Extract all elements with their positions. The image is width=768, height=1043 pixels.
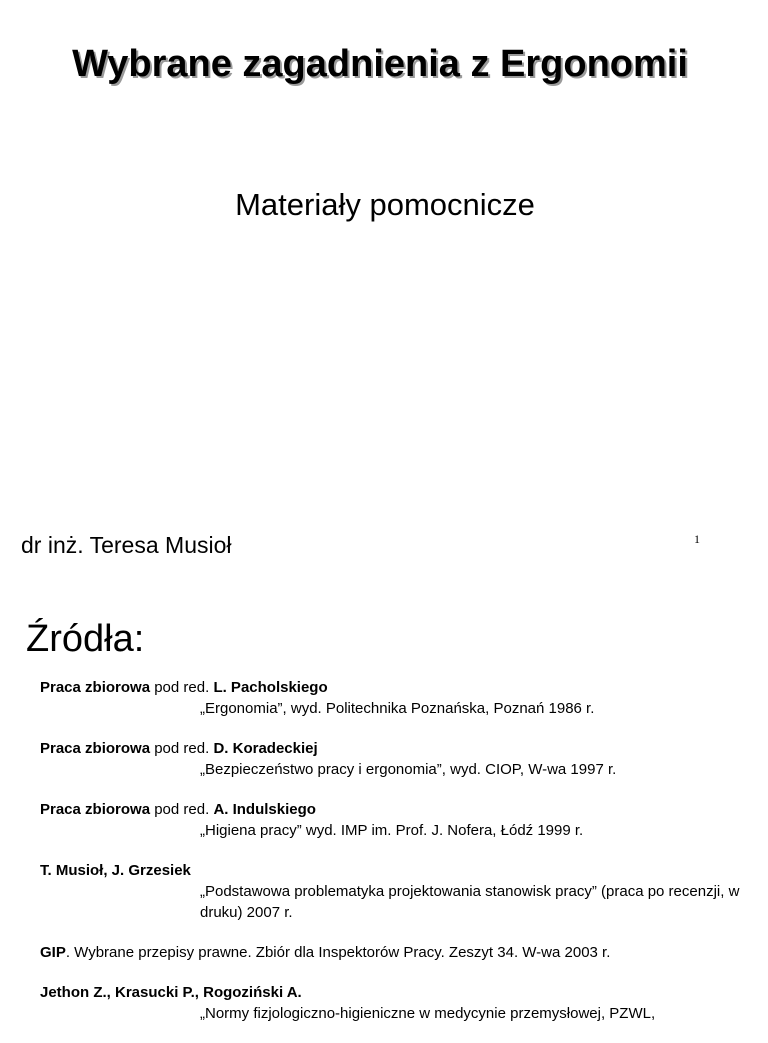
source-detail: „Ergonomia”, wyd. Politechnika Poznańska, Poznań 1986 r. [200, 700, 595, 717]
source-entry [40, 860, 740, 923]
source-author: T. Musioł, J. Grzesiek [40, 862, 191, 879]
sources-list [40, 677, 740, 1043]
source-head [40, 799, 740, 820]
source-author: Praca zbiorowa [40, 679, 151, 696]
source-editor-prefix: pod red. [150, 740, 214, 757]
source-author: Jethon Z., Krasucki P., Rogoziński A. [40, 984, 302, 1001]
page-title: Wybrane zagadnienia z Ergonomii [72, 43, 688, 85]
page-subtitle: Materiały pomocnicze [235, 187, 535, 222]
source-entry [40, 738, 740, 780]
source-author: Praca zbiorowa [40, 801, 151, 818]
source-author: GIP [40, 944, 66, 961]
page-number: 1 [694, 532, 700, 546]
source-head [40, 677, 740, 698]
source-head [40, 982, 740, 1003]
source-detail: „Podstawowa problematyka projektowania stanowisk pracy” (praca po recenzji, w druku) 2007 r. [200, 883, 740, 921]
source-head [40, 860, 740, 881]
source-entry [40, 677, 740, 719]
source-editor-prefix: pod red. [150, 801, 214, 818]
sources-heading: Źródła: [26, 618, 145, 660]
source-editor: D. Koradeckiej [213, 740, 318, 757]
source-detail: „Bezpieczeństwo pracy i ergonomia”, wyd. CIOP, W-wa 1997 r. [200, 761, 617, 778]
source-entry [40, 982, 740, 1024]
author-name: dr inż. Teresa Musioł [21, 532, 232, 558]
source-head [40, 738, 740, 759]
source-author: Praca zbiorowa [40, 740, 151, 757]
source-editor: L. Pacholskiego [213, 679, 328, 696]
source-detail: „Higiena pracy” wyd. IMP im. Prof. J. Nofera, Łódź 1999 r. [200, 822, 584, 839]
source-entry [40, 799, 740, 841]
source-detail: „Normy fizjologiczno-higieniczne w medycynie przemysłowej, PZWL, [200, 1005, 656, 1022]
source-editor-prefix: pod red. [150, 679, 214, 696]
source-text: . Wybrane przepisy prawne. Zbiór dla Inspektorów Pracy. Zeszyt 34. W-wa 2003 r. [65, 944, 611, 961]
source-editor: A. Indulskiego [213, 801, 316, 818]
source-entry-gip [40, 942, 740, 963]
